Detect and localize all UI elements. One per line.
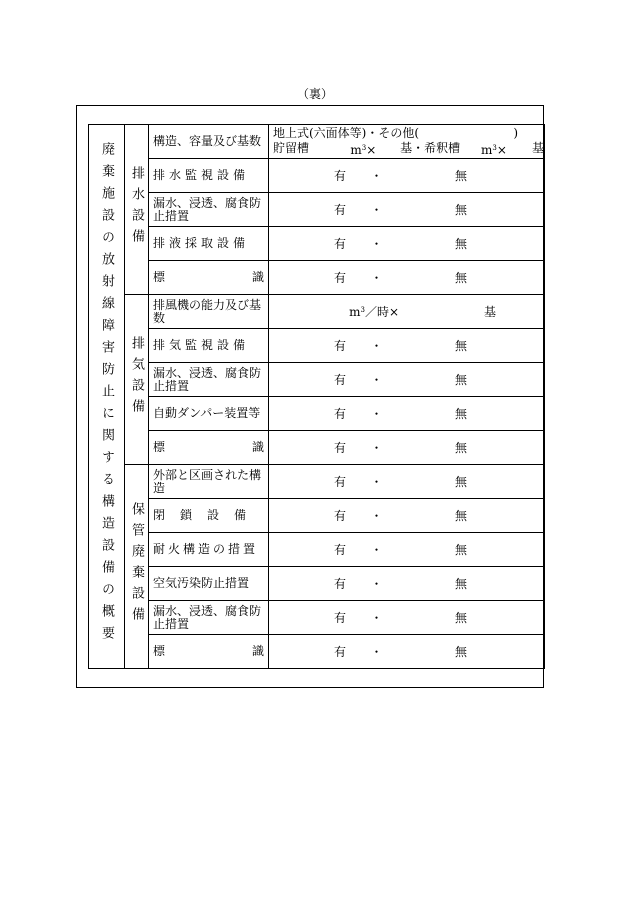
storage-dilution-label: 基・希釈槽 [400,140,461,155]
option-sep: ・ [370,611,383,625]
storage-tank-label: 貯留槽 [273,140,310,155]
option-sep: ・ [370,509,383,523]
option-sep: ・ [370,441,383,455]
option-yes: 有 [333,407,346,421]
option-yes: 有 [333,475,346,489]
option-sep: ・ [370,577,383,591]
option-no: 無 [454,645,467,659]
option-yes: 有 [333,271,346,285]
main-title-cell [89,125,125,669]
storage-cell [269,125,545,159]
dilution-count-unit: 基 [531,140,544,155]
option-sep: ・ [370,339,383,353]
option-sep: ・ [370,203,383,217]
option-no: 無 [454,339,467,353]
option-no: 無 [454,407,467,421]
option-sep: ・ [370,407,383,421]
storage-type-text: 地上式(六面体等)・その他( [273,125,420,140]
option-no: 無 [454,203,467,217]
option-yes: 有 [333,203,346,217]
section-drainage [125,125,149,295]
fan-count-unit: 基 [483,305,496,319]
option-sep: ・ [370,169,383,183]
page-side-label: （裏） [296,87,333,101]
row-label: 排液採取設備 [149,227,269,261]
option-yes: 有 [333,169,346,183]
disposal-facility-table [88,124,545,669]
fan-capacity-unit: $m^3/$時× [349,305,399,319]
row-label: 耐火構造の措置 [149,533,269,567]
option-sep: ・ [370,271,383,285]
option-yes: 有 [333,577,346,591]
option-no: 無 [454,271,467,285]
section-label: 排水設備 [129,166,144,250]
option-yes: 有 [333,645,346,659]
option-no: 無 [454,611,467,625]
row-label: 漏水、浸透、腐食防止措置 [149,601,269,635]
row-label: 構造、容量及び基数 [149,125,269,159]
row-label: 漏水、浸透、腐食防止措置 [149,363,269,397]
section-label: 保管廃棄設備 [129,502,144,628]
option-sep: ・ [370,373,383,387]
option-yes: 有 [333,373,346,387]
section-label: 排気設備 [129,336,144,420]
option-yes: 有 [333,237,346,251]
main-title: 廃棄施設の放射線障害防止に関する構造設備の概要 [99,142,114,648]
option-no: 無 [454,577,467,591]
option-yes: 有 [333,339,346,353]
row-label: 空気汚染防止措置 [149,567,269,601]
option-no: 無 [454,543,467,557]
option-yes: 有 [333,543,346,557]
row-label: 外部と区画された構造 [149,465,269,499]
row-label: 排気監視設備 [149,329,269,363]
row-label-sign: 標 識 [149,635,269,669]
option-no: 無 [454,169,467,183]
option-no: 無 [454,237,467,251]
row-label: 排風機の能力及び基数 [149,295,269,329]
option-sep: ・ [370,475,383,489]
option-sep: ・ [370,237,383,251]
row-label: 自動ダンパー装置等 [149,397,269,431]
option-yes: 有 [333,441,346,455]
option-sep: ・ [370,645,383,659]
section-exhaust [125,295,149,465]
option-no: 無 [454,373,467,387]
option-sep: ・ [370,543,383,557]
dilution-volume-unit: $m^3\times$ [481,142,507,157]
option-yes: 有 [333,611,346,625]
row-label-sign: 標 識 [149,431,269,465]
option-no: 無 [454,509,467,523]
option-yes: 有 [333,509,346,523]
row-label: 漏水、浸透、腐食防止措置 [149,193,269,227]
row-label-sign: 標 識 [149,261,269,295]
row-label: 排水監視設備 [149,159,269,193]
option-no: 無 [454,441,467,455]
storage-volume-unit: $m^3\times$ [350,142,377,157]
row-label: 閉鎖設備 [149,499,269,533]
fan-capacity-cell [269,295,545,329]
storage-type-close: ) [513,125,518,140]
option-no: 無 [454,475,467,489]
section-storage [125,465,149,669]
